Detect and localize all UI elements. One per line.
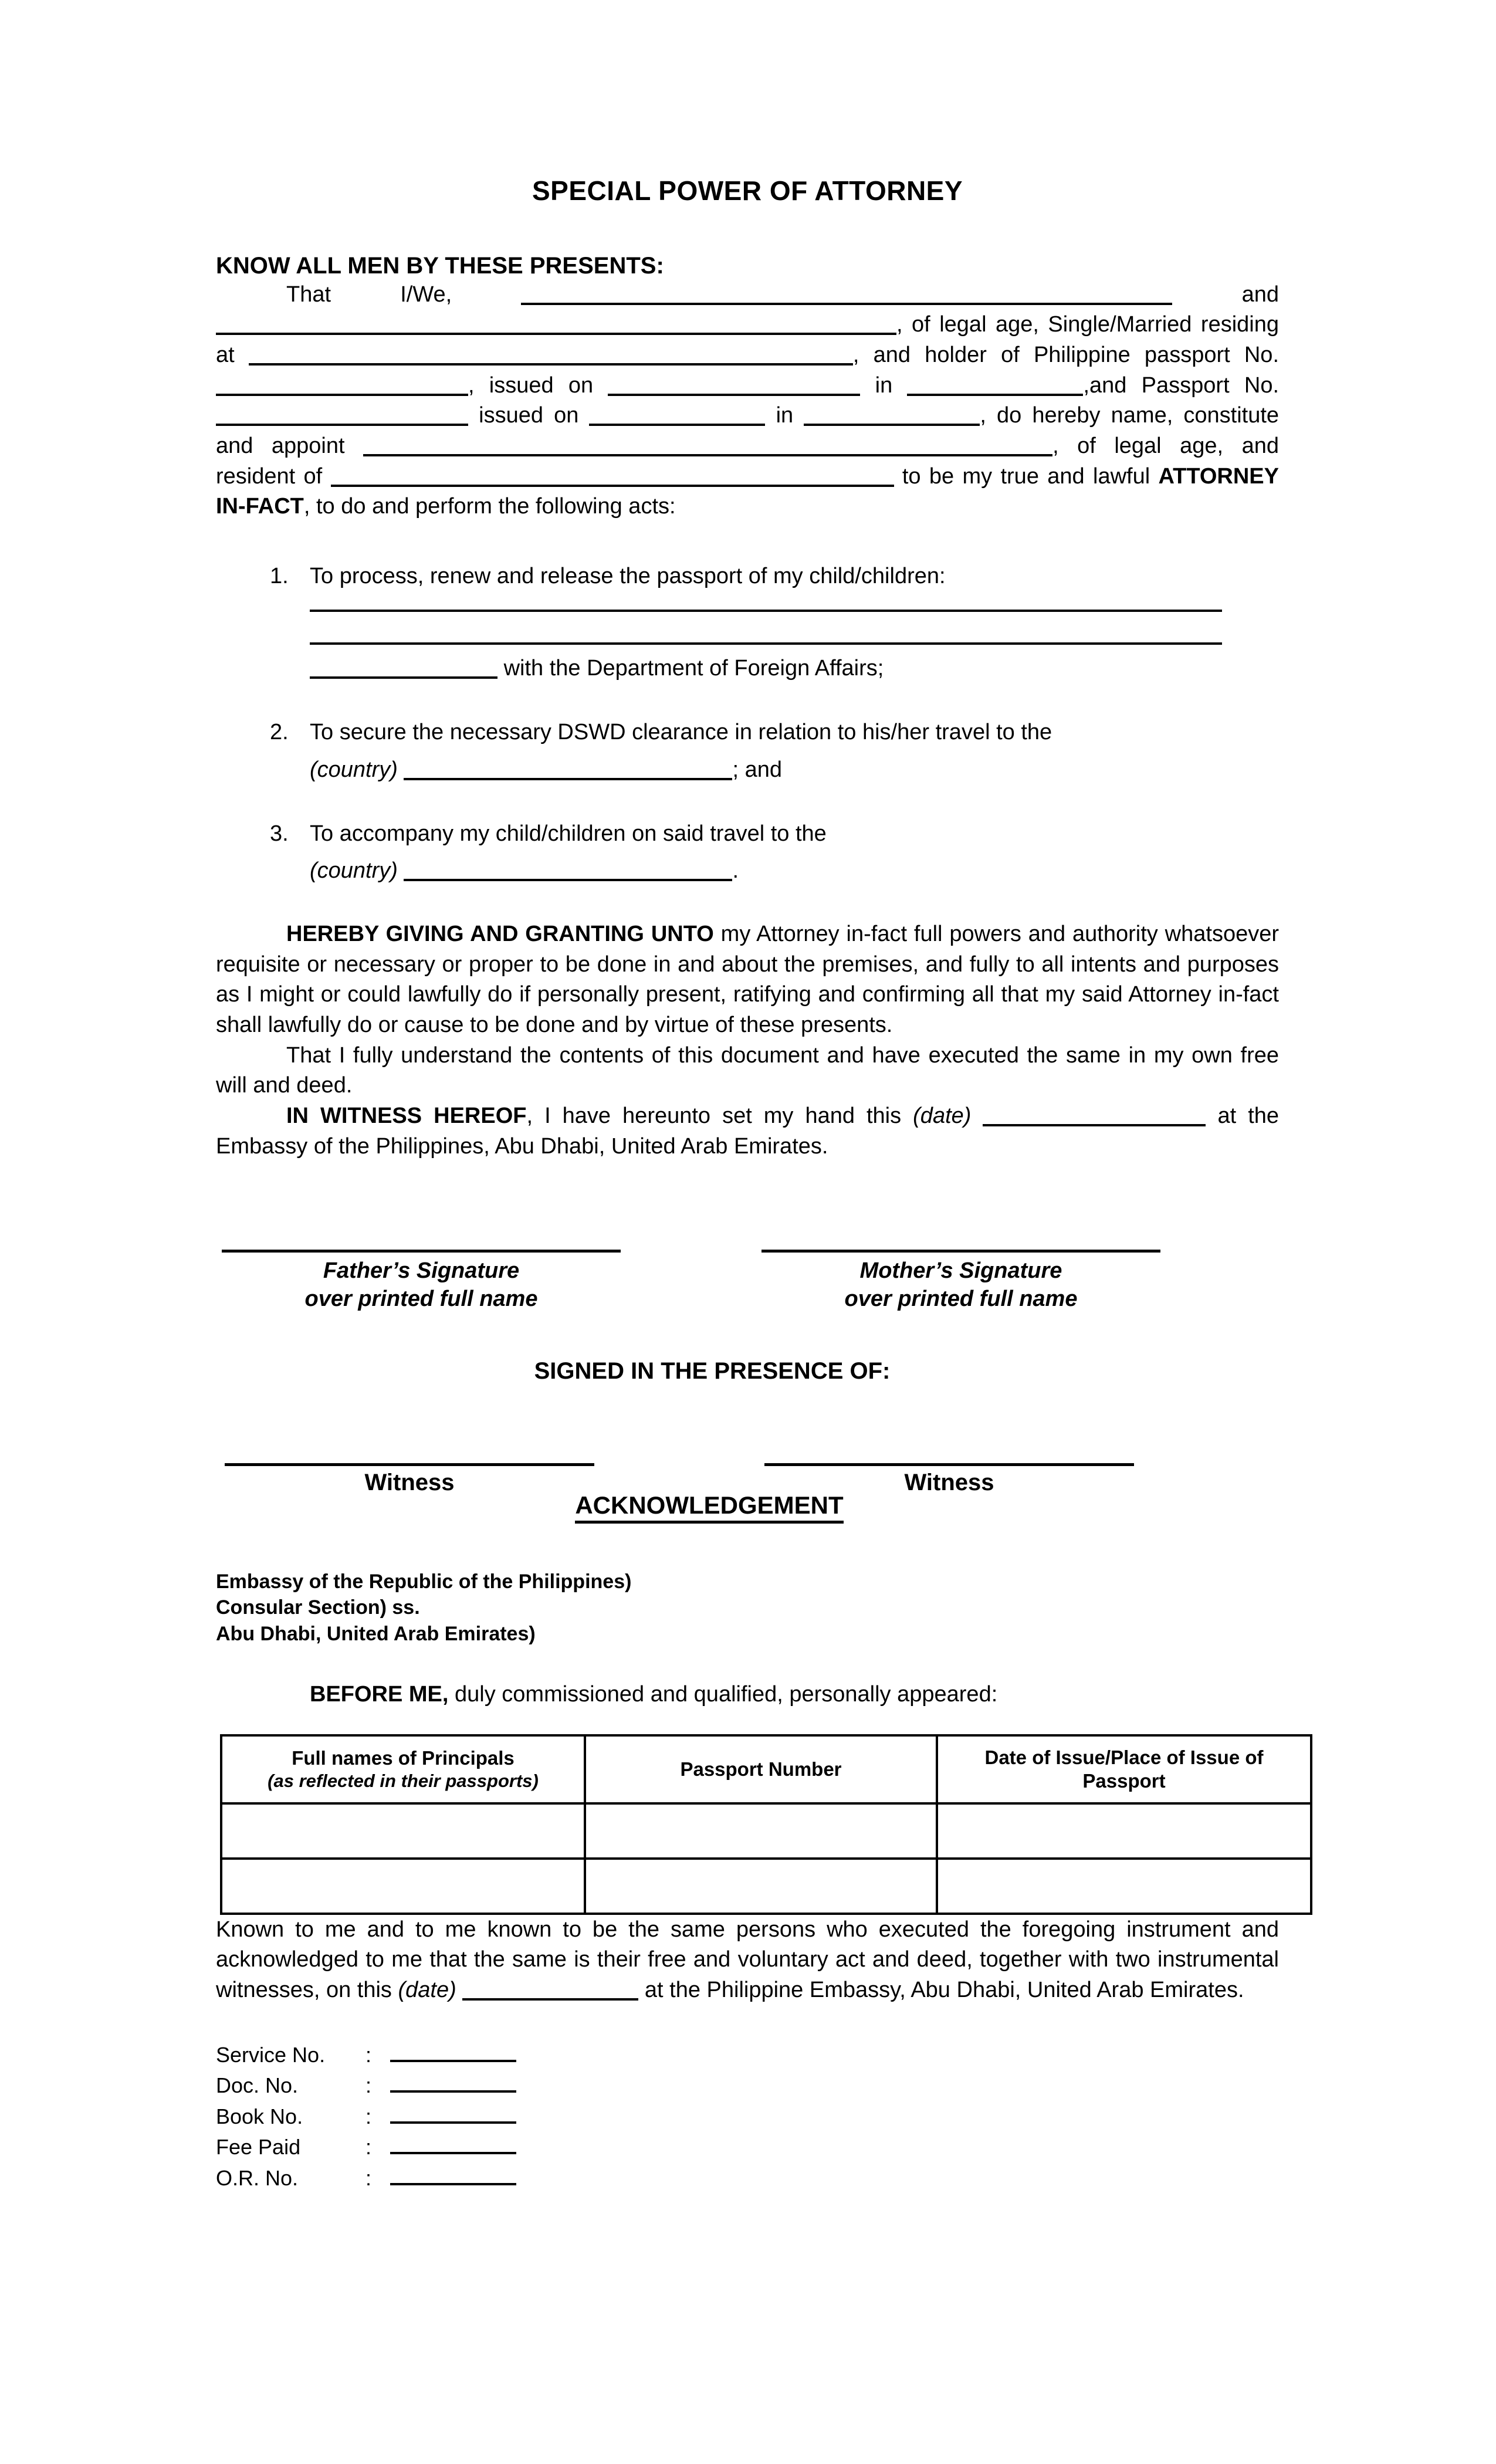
table-cell-name-row1[interactable] — [221, 1803, 585, 1859]
service-no-label: Service No. — [216, 2042, 326, 2067]
before-me-line — [216, 1682, 1279, 1707]
fee-paid-label: Fee Paid — [216, 2135, 301, 2160]
service-no-blank[interactable] — [390, 2045, 516, 2062]
or-no-colon: : — [365, 2165, 372, 2190]
list-item — [216, 818, 1279, 886]
before-me-lead: BEFORE ME, — [310, 1681, 449, 1707]
recital-holder-passport: , and holder of Philippine passport No. — [852, 342, 1280, 367]
passport-issue-date-2-blank[interactable] — [589, 406, 765, 426]
act-3-text: To accompany my child/children on said travel to the — [310, 821, 827, 846]
witness-hereof-paragraph — [216, 1101, 1279, 1162]
understanding-paragraph — [216, 1041, 1279, 1101]
act-2-number: 2. — [270, 720, 289, 745]
acts-list — [216, 561, 1279, 886]
known-to-me-part-2: at the Philippine Embassy, Abu Dhabi, United Arab Emirates. — [644, 1978, 1244, 2003]
witness-left-label: Witness — [364, 1470, 455, 1496]
known-to-me-date-blank[interactable] — [462, 1981, 638, 2001]
passport-issue-place-1-blank[interactable] — [907, 376, 1083, 396]
recital-issued-on-2: issued on — [479, 403, 579, 428]
understanding-text: That I fully understand the contents of this document and have executed the same in my own free will and deed. — [216, 1043, 1279, 1098]
table-header-passport-number-main: Passport Number — [680, 1758, 842, 1780]
residence-address-blank[interactable] — [249, 346, 853, 365]
mother-signature-label-1: Mother’s Signature — [859, 1258, 1062, 1284]
signature-row — [216, 1250, 1279, 1314]
act-2-tail-line — [310, 754, 1279, 786]
passport-number-1-blank[interactable] — [216, 376, 468, 396]
doc-no-label: Doc. No. — [216, 2073, 299, 2098]
recital-in-1: in — [875, 373, 893, 398]
mother-signature-label-2: over printed full name — [844, 1287, 1078, 1312]
act-3-tail-text: . — [732, 858, 739, 883]
recital-to-be-true-lawful: to be my true and lawful — [902, 463, 1150, 489]
recital-do-hereby-name: , do hereby name, — [980, 403, 1173, 428]
know-all-men-text: KNOW ALL MEN BY THESE PRESENTS — [216, 252, 656, 279]
fee-paid-colon: : — [365, 2135, 372, 2160]
known-to-me-paragraph — [216, 1915, 1279, 2006]
book-no-blank[interactable] — [390, 2106, 516, 2124]
act-2-country-blank[interactable] — [404, 760, 732, 780]
acknowledgement-address — [216, 1569, 1279, 1647]
or-no-blank[interactable] — [390, 2168, 516, 2185]
recital-in-2: in — [776, 403, 794, 428]
signed-in-presence-heading: SIGNED IN THE PRESENCE OF: — [534, 1358, 891, 1385]
mother-signature-line[interactable] — [761, 1250, 1160, 1253]
list-item — [216, 2070, 1279, 2101]
recital-and-passport-no-2: ,and Passport No. — [1083, 373, 1280, 398]
principals-table — [220, 1734, 1312, 1915]
before-me-rest: duly commissioned and qualified, personally appeared: — [448, 1681, 998, 1707]
doc-no-blank[interactable] — [390, 2075, 516, 2093]
act-3-number: 3. — [270, 821, 289, 846]
acknowledgement-address-line-3: Abu Dhabi, United Arab Emirates) — [216, 1622, 536, 1645]
witness-hereof-date-blank[interactable] — [983, 1106, 1206, 1126]
child-names-blank-line-2[interactable] — [310, 642, 1222, 645]
table-header-row — [221, 1735, 1311, 1803]
recital-that-iwe: That I/We, — [286, 282, 452, 307]
child-names-blank-line-1[interactable] — [310, 610, 1222, 612]
or-no-label: O.R. No. — [216, 2165, 299, 2190]
recital-issued-on-1: , issued on — [468, 373, 594, 398]
list-item — [216, 2132, 1279, 2163]
granting-paragraph — [216, 919, 1279, 1041]
act-2-tail-text: ; and — [732, 757, 783, 782]
table-header-full-names-main: Full names of Principals — [292, 1747, 515, 1769]
attorney-in-fact-label: ATTORNEY IN-FACT — [216, 463, 1279, 519]
witness-right-line[interactable] — [764, 1463, 1134, 1466]
table-header-passport-number — [585, 1735, 937, 1803]
table-header-full-names-sub: (as reflected in their passports) — [268, 1771, 539, 1791]
registry-numbers-block — [216, 2040, 1279, 2194]
recital-of-legal-age-and: , of legal age, and — [1052, 433, 1279, 458]
table-cell-issue-row2[interactable] — [937, 1859, 1311, 1914]
father-signature-line[interactable] — [222, 1250, 621, 1253]
witness-hereof-tail: the Embassy of the Philippines, Abu Dhabi, United Arab Emirates. — [216, 1104, 1280, 1159]
document-content — [216, 0, 1279, 2194]
principal-name-1-blank[interactable] — [521, 285, 1172, 305]
mother-signature-block — [756, 1250, 1166, 1314]
table-cell-issue-row1[interactable] — [937, 1803, 1311, 1859]
service-no-colon: : — [365, 2042, 372, 2067]
know-all-men-colon: : — [656, 252, 664, 279]
recital-constitute-appoint: constitute and appoint — [216, 403, 1280, 458]
acknowledgement-address-line-1: Embassy of the Republic of the Philippines) — [216, 1571, 632, 1593]
witness-left-line[interactable] — [225, 1463, 594, 1466]
child-names-blank-line-3[interactable] — [310, 659, 497, 679]
doc-no-colon: : — [365, 2073, 372, 2098]
known-to-me-part-1: Known to me and to me known to be the same persons who executed the foregoing instrument and acknowledged to me that the same is their free and voluntary act and deed, together with two instrumental witnesses, on this — [216, 1917, 1279, 2003]
act-2-text: To secure the necessary DSWD clearance in relation to his/her travel to the — [310, 720, 1052, 745]
table-header-date-place-issue-main: Date of Issue/Place of Issue of Passport — [984, 1746, 1264, 1792]
fee-paid-blank[interactable] — [390, 2137, 516, 2154]
table-cell-passport-row2[interactable] — [585, 1859, 937, 1914]
table-cell-passport-row1[interactable] — [585, 1803, 937, 1859]
act-1-tail-line — [310, 653, 1279, 684]
book-no-label: Book No. — [216, 2104, 303, 2128]
act-3-country-label: (country) — [310, 858, 398, 883]
act-1-tail-text: with the Department of Foreign Affairs; — [503, 656, 884, 681]
table-row — [221, 1803, 1311, 1859]
witness-hereof-date-label: (date) — [913, 1104, 972, 1129]
passport-issue-place-2-blank[interactable] — [804, 406, 980, 426]
passport-number-2-blank[interactable] — [216, 406, 468, 426]
list-item — [216, 2040, 1279, 2071]
attorney-residence-blank[interactable] — [331, 467, 894, 487]
act-3-tail-line — [310, 855, 1279, 886]
recitals-paragraph: That I/We, and , of legal age, Single/Married residing at , and holder of Philippine passport No. , issued on in ,and Passport No. issued on in , do hereby name, constitute and appoint , of legal age, and resident of to be my true and lawful ATTORNEY IN-FACT, to do and perform the following acts: — [216, 282, 1280, 519]
page-title: SPECIAL POWER OF ATTORNEY — [532, 175, 963, 206]
principal-name-2-blank[interactable] — [216, 315, 896, 335]
recital-resident-of: resident of — [216, 463, 323, 489]
witness-left-block — [216, 1463, 603, 1496]
table-row — [221, 1859, 1311, 1914]
attorney-name-blank[interactable] — [363, 436, 1052, 456]
witness-hereof-mid: , I have hereunto set my hand this — [526, 1104, 913, 1129]
father-signature-block — [216, 1250, 627, 1314]
recital-legal-age-residing: , of legal age, Single/Married residing at — [216, 312, 1279, 367]
granting-rest: my Attorney in-fact full powers and authority whatsoever requisite or necessary or proper to be done in and about the premises, and fully to all intents and purposes as I might or could lawfully do if personally present, ratifying and confirming all that my said Attorney in-fact shall lawfully do or cause to be done and by virtue of these presents. — [216, 922, 1280, 1038]
table-cell-name-row2[interactable] — [221, 1859, 585, 1914]
act-1-number: 1. — [270, 563, 289, 588]
know-all-men-heading — [216, 252, 1279, 280]
witness-hereof-lead: IN WITNESS HEREOF — [286, 1104, 527, 1129]
father-signature-label-2: over printed full name — [304, 1287, 538, 1312]
granting-lead: HEREBY GIVING AND GRANTING UNTO — [286, 922, 714, 947]
acknowledgement-address-line-2: Consular Section) ss. — [216, 1596, 420, 1619]
witness-right-label: Witness — [904, 1470, 994, 1496]
witness-hereof-at: at — [1217, 1104, 1237, 1129]
list-item — [216, 717, 1279, 785]
passport-issue-date-1-blank[interactable] — [608, 376, 860, 396]
act-3-country-blank[interactable] — [404, 861, 732, 881]
table-header-date-place-issue — [937, 1735, 1311, 1803]
book-no-colon: : — [365, 2104, 372, 2128]
father-signature-label-1: Father’s Signature — [323, 1258, 520, 1284]
list-item — [216, 2163, 1279, 2194]
recital-perform-following-acts: , to do and perform the following acts: — [303, 494, 676, 519]
list-item — [216, 2101, 1279, 2133]
list-item — [216, 561, 1279, 684]
known-to-me-date-label: (date) — [398, 1978, 456, 2003]
acknowledgement-heading-text: ACKNOWLEDGEMENT — [575, 1491, 843, 1524]
table-header-full-names — [221, 1735, 585, 1803]
act-1-text: To process, renew and release the passport of my child/children: — [310, 563, 946, 588]
act-2-country-label: (country) — [310, 757, 398, 782]
